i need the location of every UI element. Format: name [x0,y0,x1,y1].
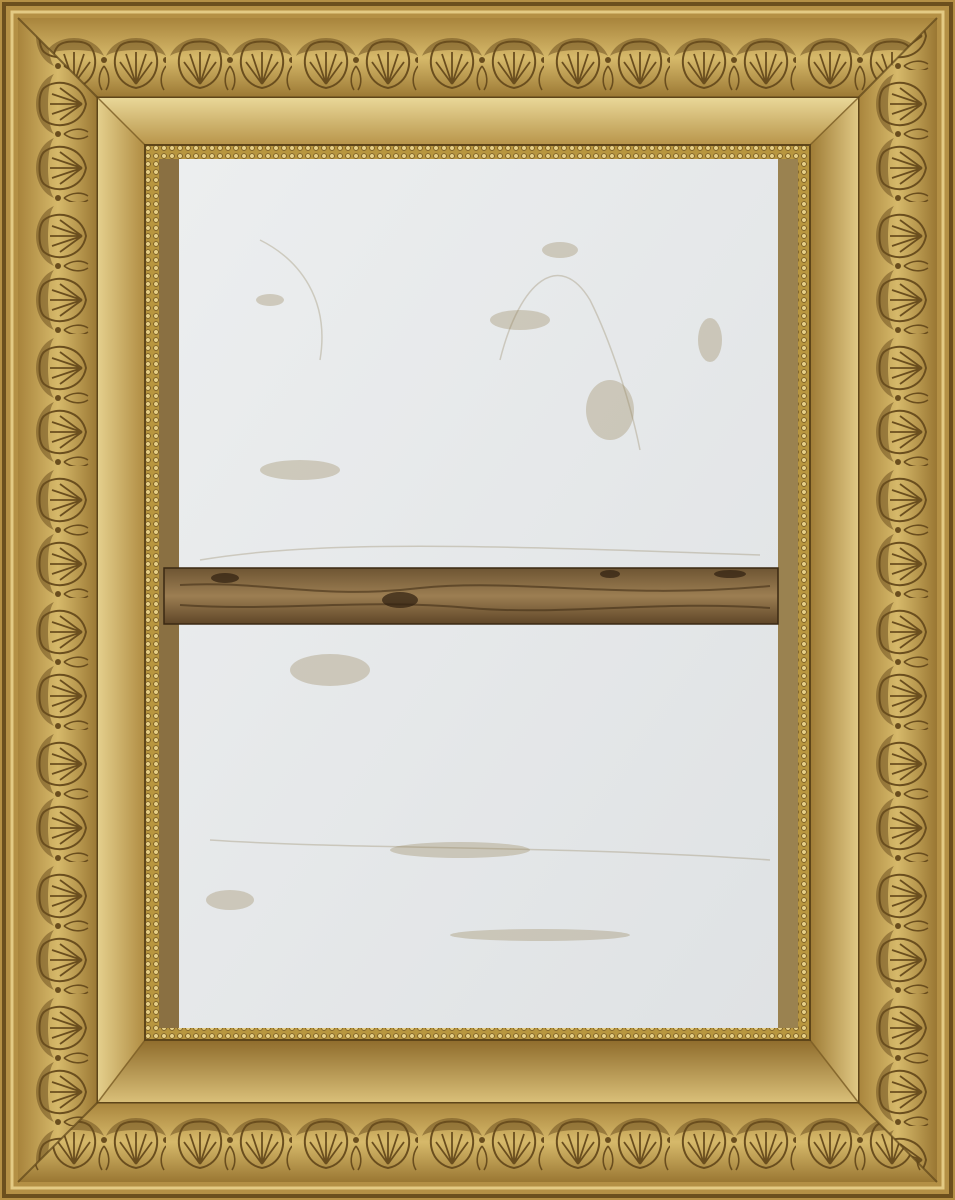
stretcher-crossbar [164,568,778,624]
ornamented-rail-top [18,18,937,98]
ornamented-rail-left [18,18,98,1182]
ornamented-rail-right [858,18,937,1182]
ornamented-rail-bottom [18,1102,937,1182]
